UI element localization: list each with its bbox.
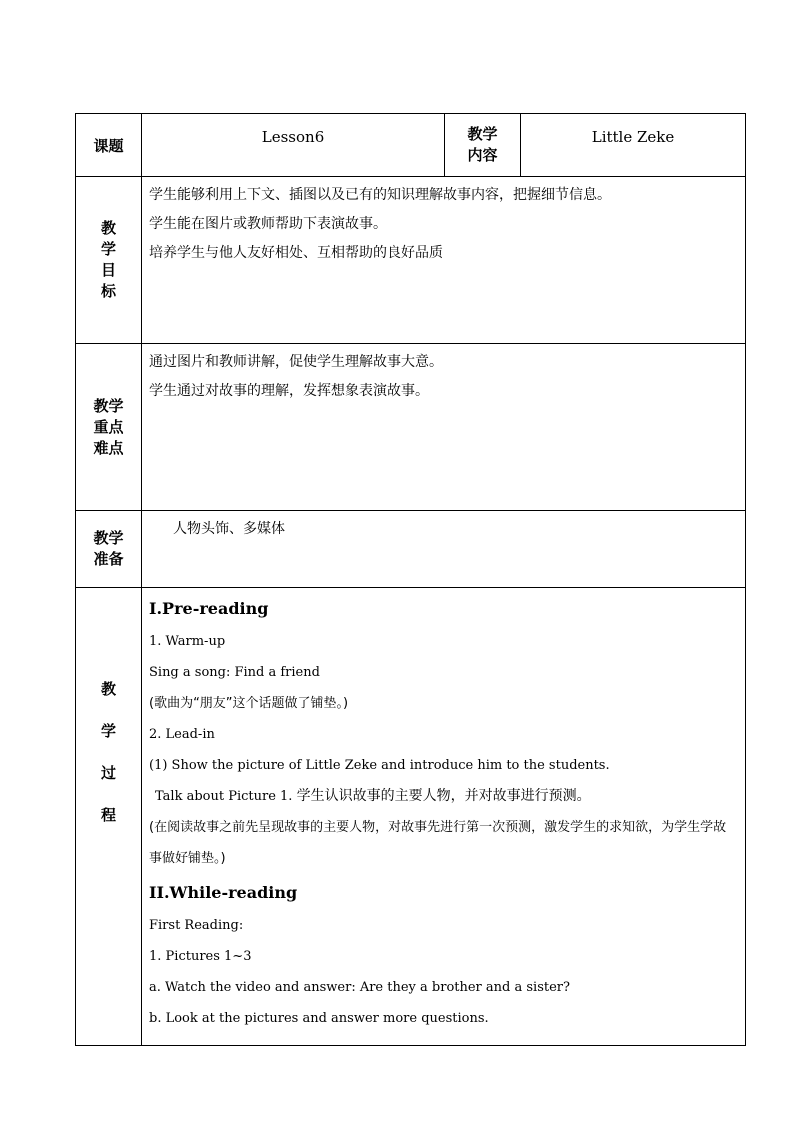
- objective-line: 学生能够利用上下文、插图以及已有的知识理解故事内容，把握细节信息。: [149, 187, 611, 203]
- pre-reading-heading: I.Pre-reading: [149, 599, 269, 618]
- question-a: a. Watch the video and answer: Are they a brother and a sister?: [149, 980, 570, 995]
- while-reading-heading: II.While-reading: [149, 883, 298, 902]
- preparation-row: [76, 511, 746, 588]
- lesson-content: Little Zeke: [521, 114, 746, 177]
- preparation-label: 教学 准备: [76, 511, 142, 588]
- song-item: Sing a song: Find a friend: [149, 665, 320, 680]
- key-points-label: 教学 重点 难点: [76, 344, 142, 511]
- lead-in-note: (在阅读故事之前先呈现故事的主要人物，对故事先进行第一次预测，激发学生的求知欲，为学生学故事做好铺垫。): [149, 820, 727, 866]
- question-b: b. Look at the pictures and answer more questions.: [149, 1011, 489, 1026]
- show-picture-item: (1) Show the picture of Little Zeke and introduce him to the students.: [149, 758, 610, 773]
- pictures-item: 1. Pictures 1~3: [149, 949, 252, 964]
- objectives-label: 教 学 目 标: [76, 177, 142, 344]
- key-points-body: [142, 344, 746, 511]
- talk-item: Talk about Picture 1. 学生认识故事的主要人物，并对故事进行预测。: [155, 788, 591, 804]
- process-body: [142, 588, 746, 1046]
- process-row: [76, 588, 746, 1046]
- lead-in-item: 2. Lead-in: [149, 727, 215, 742]
- warm-up-item: 1. Warm-up: [149, 634, 226, 649]
- key-points-row: [76, 344, 746, 511]
- lesson-title: Lesson6: [142, 114, 445, 177]
- process-label: 教 学 过 程: [76, 588, 142, 1046]
- song-note: (歌曲为“朋友”这个话题做了铺垫。): [149, 696, 349, 711]
- content-label: 教学 内容: [445, 114, 521, 177]
- preparation-body: [142, 511, 746, 588]
- key-point-line: 通过图片和教师讲解，促使学生理解故事大意。: [149, 354, 443, 370]
- key-point-line: 学生通过对故事的理解，发挥想象表演故事。: [149, 383, 429, 399]
- topic-label: 课题: [76, 114, 142, 177]
- objectives-row: [76, 177, 746, 344]
- objectives-body: [142, 177, 746, 344]
- objective-line: 培养学生与他人友好相处、互相帮助的良好品质: [149, 245, 443, 261]
- lesson-plan-table: [75, 113, 746, 1046]
- header-row: [76, 114, 746, 177]
- objective-line: 学生能在图片或教师帮助下表演故事。: [149, 216, 387, 232]
- preparation-text: 人物头饰、多媒体: [173, 521, 285, 537]
- first-reading-item: First Reading:: [149, 918, 244, 933]
